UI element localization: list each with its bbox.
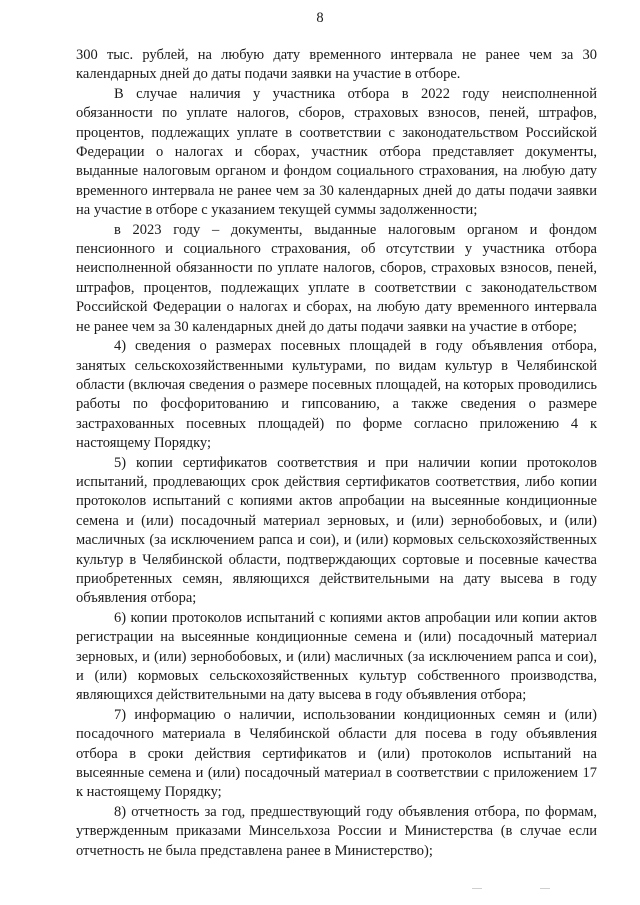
paragraph-item-8-reporting: 8) отчетность за год, предшествующий году объявления отбора, по формам, утвержденным приказами Минсельхоза России и Министерства (в случае если отчетность не была представлена ранее в Министерство); bbox=[76, 803, 597, 859]
paragraph-item-5-certificates: 5) копии сертификатов соответствия и при наличии копии протоколов испытаний, продлевающих срок действия сертификатов соответствия, либо копии протоколов испытаний с копиями актов апробации на высеянные кондиционные семена и (или) посадочный материал зерновых, и (или) зернобобовых, и (или) масличных (за исключением рапса и сои), и (или) кормовых сельскохозяйственных культур в Челябинской области, подтверждающих сортовые и посевные качества приобретенных семян, являющихся действительными на дату высева в году объявления отбора; bbox=[76, 454, 597, 607]
paragraph-item-7-seed-information: 7) информацию о наличии, использовании кондиционных семян и (или) посадочного материала в Челябинской области для посева в году объявления отбора в сроки действия сертификатов и (или) протоколов испытаний на высеянные семена и (или) посадочный материал в соответствии с приложением 17 к настоящему Порядку; bbox=[76, 706, 597, 801]
paragraph-item-4-sown-areas: 4) сведения о размерах посевных площадей в году объявления отбора, занятых сельскохозяйственными культурами, по видам культур в Челябинской области (включая сведения о размере посевных площадей, на которых проводились работы по фосфоритованию и гипсованию, а также сведения о размере застрахованных посевных площадей) по форме согласно приложению 4 к настоящему Порядку; bbox=[76, 338, 597, 452]
paragraph-item-6-test-protocols: 6) копии протоколов испытаний с копиями актов апробации или копии актов регистрации на высеянные кондиционные семена и (или) посадочный материал зерновых, и (или) зернобобовых, и (или) масличных (за исключением рапса и сои), и (или) кормовых сельскохозяйственных культур собственного производства, являющихся действительными на дату высева в году объявления отбора; bbox=[76, 609, 597, 704]
paragraph-tax-debt-2022: В случае наличия у участника отбора в 2022 году неисполненной обязанности по уплате налогов, сборов, страховых взносов, пеней, штрафов, процентов, подлежащих уплате в соответствии с законодательством Российской Федерации о налогах и сборах, участник отбора представляет документы, выданные налоговым органом и фондом социального страхования, на любую дату временного интервала не ранее чем за 30 календарных дней до даты подачи заявки на участие в отборе с указанием текущей суммы задолженности; bbox=[76, 85, 597, 219]
document-body bbox=[76, 46, 597, 861]
scan-artifact bbox=[472, 888, 482, 889]
paragraph-continuation: 300 тыс. рублей, на любую дату временного интервала не ранее чем за 30 календарных дней до даты подачи заявки на участие в отборе. bbox=[76, 47, 597, 83]
page-number: 8 bbox=[316, 10, 324, 26]
scan-artifact bbox=[540, 888, 550, 889]
paragraph-tax-documents-2023: в 2023 году – документы, выданные налоговым органом и фондом пенсионного и социального страхования, об отсутствии у участника отбора неисполненной обязанности по уплате налогов, сборов, страховых взносов, пеней, штрафов, процентов, подлежащих уплате в соответствии с законодательством Российской Федерации о налогах и сборах, на любую дату временного интервала не ранее чем за 30 календарных дней до даты подачи заявки на участие в отборе; bbox=[76, 221, 597, 335]
